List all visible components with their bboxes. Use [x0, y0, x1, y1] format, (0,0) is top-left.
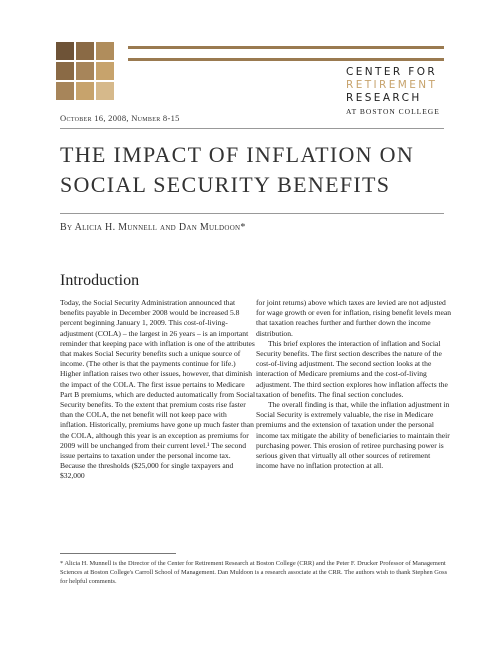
logo-line-4: AT BOSTON COLLEGE [346, 107, 440, 116]
paragraph: The overall finding is that, while the inflation adjustment in Social Security is extremely valuable, the rise in Medicare premiums and the extension of taxation under the personal income tax mitigate the ability of beneficiaries to maintain their purchasing power. This erosion of retiree purchasing power is serious given that virtually all other sources of retirement income have no inflation protection at all. [256, 400, 450, 471]
logo-bar-top [128, 46, 444, 49]
body-column-right [256, 298, 452, 471]
logo-line-3: RESEARCH [346, 92, 422, 104]
logo-squares-icon [56, 42, 118, 104]
author-byline: By Alicia H. Munnell and Dan Muldoon* [60, 222, 246, 233]
section-heading: Introduction [60, 272, 140, 289]
footnote-divider [60, 553, 176, 554]
document-title: THE IMPACT OF INFLATION ON SOCIAL SECURITY BENEFITS [60, 142, 415, 197]
issue-dateline: October 16, 2008, Number 8-15 [60, 113, 180, 123]
paragraph: for joint returns) above which taxes are levied are not adjusted for wage growth or even for inflation, rising benefit levels mean that taxation reaches further and further down the income distribution. [256, 298, 452, 338]
body-column-left [60, 298, 256, 482]
paragraph: This brief explores the interaction of inflation and Social Security benefits. The first section describes the nature of the cost-of-living adjustment. The second section looks at the interaction of Medicare premiums and the cost-of-living adjustment. The third section explores how inflation affects the taxation of benefits. The final section concludes. [256, 338, 448, 399]
author-footnote: * Alicia H. Munnell is the Director of the Center for Retirement Research at Boston College (CRR) and the Peter F. Drucker Professor of Management Sciences at Boston College's Carroll School of Management. Dan Muldoon is a research associate at the CRR. The authors wish to thank Stephen Goss for helpful comments. [60, 560, 448, 585]
logo-bar-middle [128, 58, 444, 61]
organization-logo-text [346, 66, 456, 118]
logo-line-1: CENTER FOR [346, 66, 438, 78]
header-divider [60, 128, 444, 129]
title-divider [60, 213, 444, 214]
paragraph: Today, the Social Security Administration announced that benefits payable in December 2008 would be increased 5.8 percent beginning January 1, 2009. This cost-of-living-adjustment (COLA) – the largest in 26 years – is an important reminder that keeping pace with inflation is one of the attributes that makes Social Security benefits such a unique source of income. (The other is that the payments continue for life.) Higher inflation raises two other issues, however, that diminish the impact of the COLA. The first issue pertains to Medicare Part B premiums, which are deducted automatically from Social Security benefits. To the extent that premium costs rise faster than the COLA, the net benefit will not keep pace with inflation. Historically, premiums have gone up much faster than the COLA, although this year is an exception as premiums for 2009 will be unchanged from their current level.¹ The second issue pertains to taxation under the personal income tax. Because the thresholds ($25,000 for single taxpayers and $32,000 [60, 298, 256, 481]
logo-line-2: RETIREMENT [346, 79, 438, 91]
